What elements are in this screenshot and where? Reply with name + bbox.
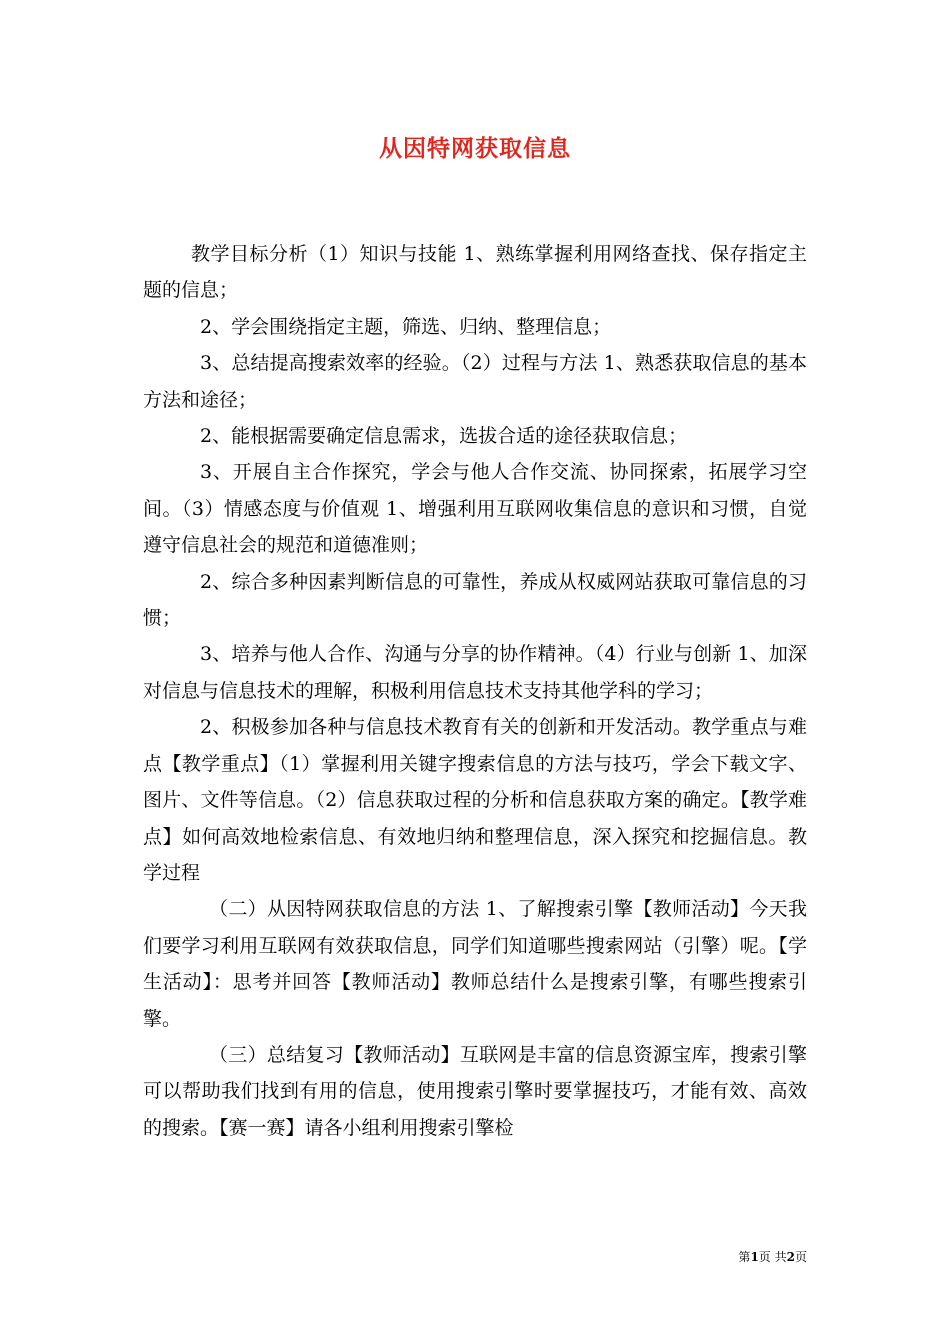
page-number-footer <box>738 1248 807 1265</box>
paragraph: 2、能根据需要确定信息需求，选拔合适的途径获取信息； <box>200 425 688 448</box>
total-pages-number: 2 <box>786 1250 795 1264</box>
paragraph: 3、总结提高搜索效率的经验。（2）过程与方法 1、熟悉获取信息的基本方法和途径； <box>143 352 807 411</box>
paragraph: 教学目标分析（1）知识与技能 1、熟练掌握利用网络查找、保存指定主题的信息； <box>143 243 807 302</box>
footer-suffix: 页 <box>794 1250 807 1264</box>
paragraph: 2、积极参加各种与信息技术教育有关的创新和开发活动。教学重点与难点【教学重点】（1）掌握利用关键字搜索信息的方法与技巧，学会下载文字、图片、文件等信息。（2）信息获取过程的分析和信息获取方案的确定。【教学难点】如何高效地检索信息、有效地归纳和整理信息，深入探究和挖掘信息。教学过程 <box>143 716 807 884</box>
page-title: 从因特网获取信息 <box>379 135 571 162</box>
paragraph: 3、培养与他人合作、沟通与分享的协作精神。（4）行业与创新 1、加深对信息与信息技术的理解，积极利用信息技术支持其他学科的学习； <box>143 643 807 702</box>
paragraph: 2、综合多种因素判断信息的可靠性，养成从权威网站获取可靠信息的习惯； <box>143 570 807 630</box>
footer-prefix: 第 <box>738 1250 751 1264</box>
current-page-number: 1 <box>750 1250 759 1264</box>
document-body <box>143 236 807 1146</box>
paragraph: （二）从因特网获取信息的方法 1、了解搜索引擎【教师活动】今天我们要学习利用互联网有效获取信息，同学们知道哪些搜索网站（引擎）呢。【学生活动】：思考并回答【教师活动】教师总结什么是搜索引擎，有哪些搜索引擎。 <box>143 898 807 1030</box>
footer-middle: 页 共 <box>758 1250 787 1264</box>
paragraph: （三）总结复习【教师活动】互联网是丰富的信息资源宝库，搜索引擎可以帮助我们找到有用的信息，使用搜索引擎时要掌握技巧，才能有效、高效的搜索。【赛一赛】请各小组利用搜索引擎检 <box>143 1043 807 1139</box>
paragraph: 2、学会围绕指定主题，筛选、归纳、整理信息； <box>200 315 612 338</box>
paragraph: 3、开展自主合作探究，学会与他人合作交流、协同探索，拓展学习空间。（3）情感态度与价值观 1、增强利用互联网收集信息的意识和习惯，自觉遵守信息社会的规范和道德准则； <box>143 461 807 557</box>
